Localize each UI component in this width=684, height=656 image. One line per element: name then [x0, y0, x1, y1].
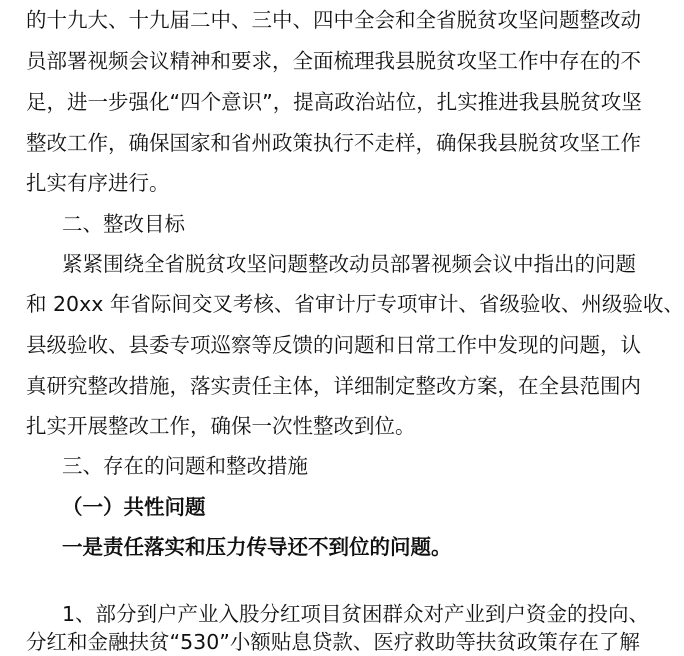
item1-line-1: 1、部分到户产业入股分红项目贫困群众对产业到户资金的投向、: [62, 602, 650, 626]
bold-problem-line: 一是责任落实和压力传导还不到位的问题。: [62, 535, 452, 559]
intro-line-3: 足，进一步强化“四个意识”，提高政治站位，扎实推进我县脱贫攻坚: [26, 90, 642, 114]
section3-heading: 三、存在的问题和整改措施: [62, 454, 308, 478]
section2-line-3: 县级验收、县委专项巡察等反馈的问题和日常工作中发现的问题，认: [26, 333, 641, 357]
section2-heading: 二、整改目标: [62, 212, 185, 236]
section2-line-5: 扎实开展整改工作，确保一次性整改到位。: [26, 414, 416, 438]
section2-line-2: 和 20xx 年省际间交叉考核、省审计厅专项审计、省级验收、州级验收、: [26, 292, 684, 316]
item1-line-2: 分红和金融扶贫“530”小额贴息贷款、医疗救助等扶贫政策存在了解: [26, 630, 640, 654]
intro-line-5: 扎实有序进行。: [26, 171, 170, 195]
section2-line-4: 真研究整改措施，落实责任主体，详细制定整改方案，在全县范围内: [26, 374, 641, 398]
intro-line-1: 的十九大、十九届二中、三中、四中全会和全省脱贫攻坚问题整改动: [26, 8, 641, 32]
subsection1-heading: （一）共性问题: [62, 495, 206, 519]
intro-line-4: 整改工作，确保国家和省州政策执行不走样，确保我县脱贫攻坚工作: [26, 131, 641, 155]
intro-line-2: 员部署视频会议精神和要求，全面梳理我县脱贫攻坚工作中存在的不: [26, 49, 641, 73]
section2-line-1: 紧紧围绕全省脱贫攻坚问题整改动员部署视频会议中指出的问题: [62, 252, 636, 276]
